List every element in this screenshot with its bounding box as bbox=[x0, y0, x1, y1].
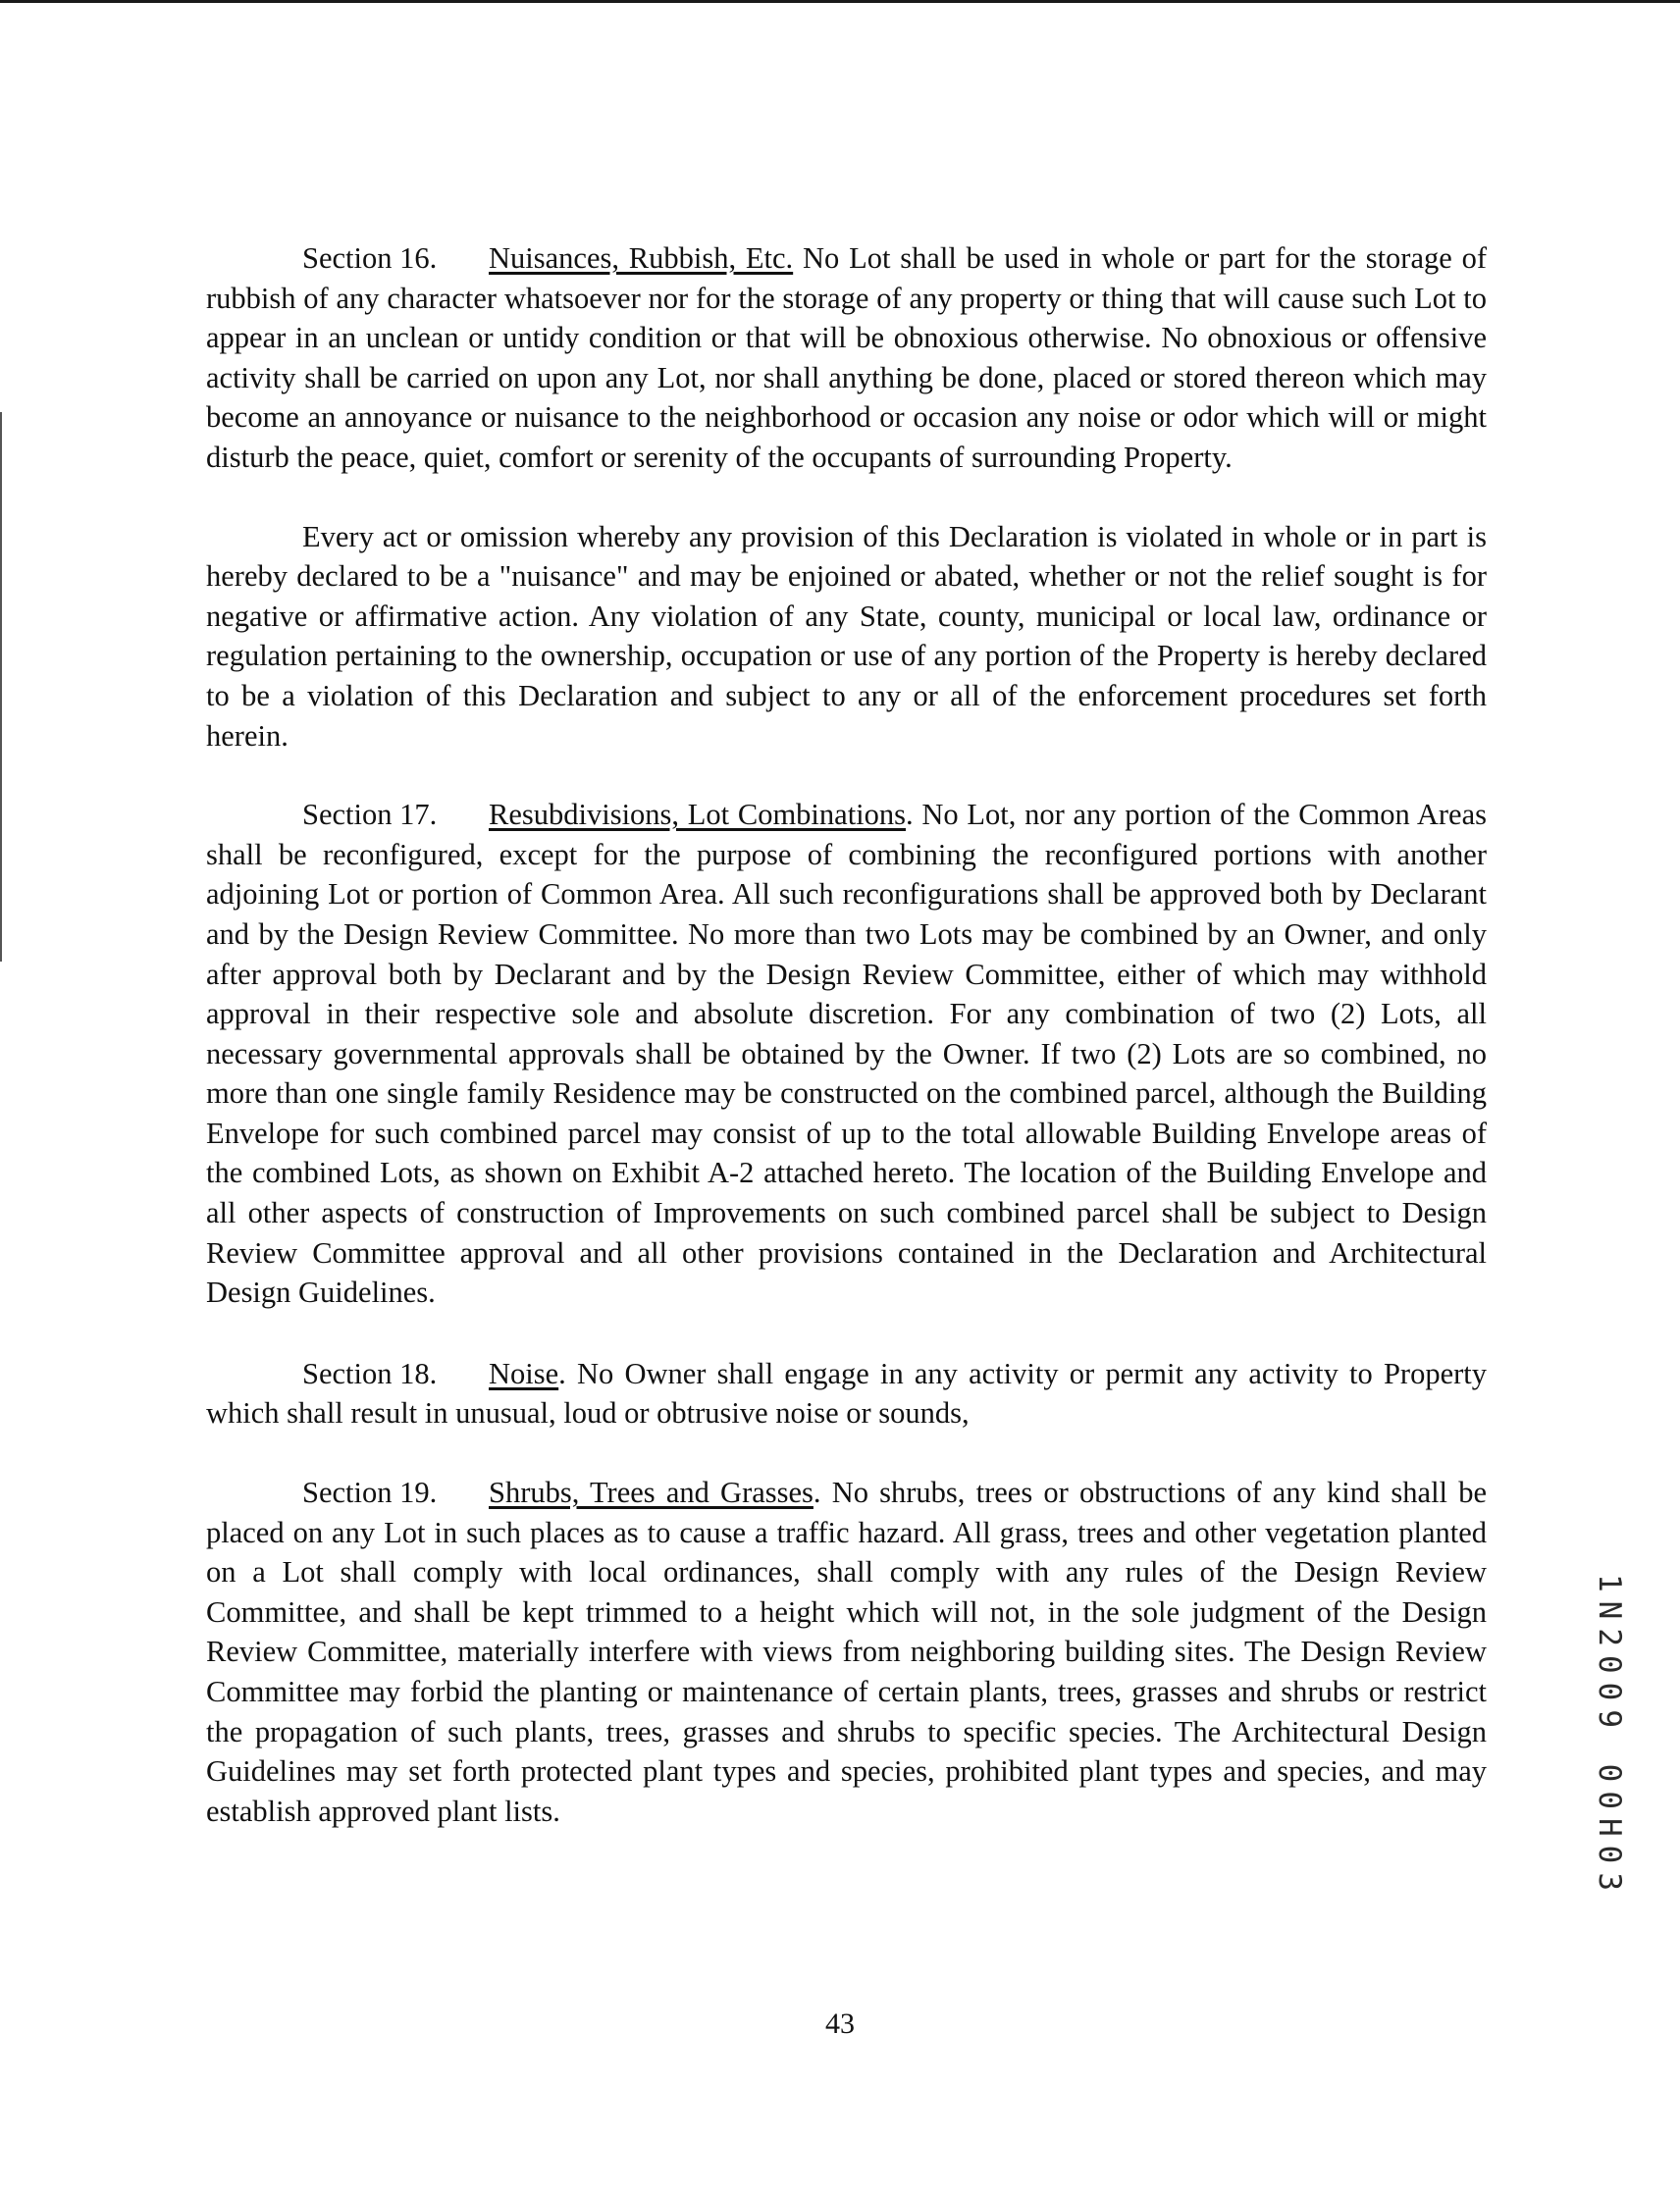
document-id-stamp-text: 1N2009 00H03 bbox=[1592, 1574, 1627, 1900]
section-19-text: . No shrubs, trees or obstructions of any kind shall be placed on any Lot in such places as to cause a traffic hazard. All grass, trees and other vegetation planted on a Lot shall comply with local ordinances, shall comply with any rules of the Design Review Committee, and shall be kept trimmed to a height which will not, in the sole judgment of the Design Review Committee, materially interfere with views from neighboring building sites. The Design Review Committee may forbid the planting or maintenance of certain plants, trees, grasses and shrubs or restrict the propagation of such plants, trees, grasses and shrubs to specific species. The Architectural Design Guidelines may set forth protected plant types and species, prohibited plant types and species, and may establish approved plant lists. bbox=[206, 1476, 1487, 1828]
section-18-label: Section 18. bbox=[302, 1356, 438, 1390]
section-17-text: . No Lot, nor any portion of the Common Areas shall be reconfigured, except for the purpose of combining the reconfigured portions with another adjoining Lot or portion of Common Area. All such reconfigurations shall be approved both by Declarant and by the Design Review Committee. No more than two Lots may be combined by an Owner, and only after approval both by Declarant and by the Design Review Committee, either of which may withhold approval in their respective sole and absolute discretion. For any combination of two (2) Lots, all necessary governmental approvals shall be obtained by the Owner. If two (2) Lots are so combined, no more than one single family Residence may be constructed on the combined parcel, although the Building Envelope for such combined parcel may consist of up to the total allowable Building Envelope areas of the combined Lots, as shown on Exhibit A-2 attached hereto. The location of the Building Envelope and all other aspects of construction of Improvements on such combined parcel shall be subject to Design Review Committee approval and all other provisions contained in the Declaration and Architectural Design Guidelines. bbox=[206, 798, 1487, 1310]
section-19-heading: Shrubs, Trees and Grasses bbox=[489, 1476, 814, 1510]
document-id-stamp bbox=[1585, 1574, 1634, 1900]
section-16-heading: Nuisances, Rubbish, Etc. bbox=[489, 241, 794, 275]
section-17-paragraph bbox=[206, 795, 1487, 1313]
page-number: 43 bbox=[825, 2008, 855, 2040]
nuisance-declaration-paragraph bbox=[206, 517, 1487, 756]
section-18-paragraph bbox=[206, 1354, 1487, 1434]
nuisance-declaration-text: Every act or omission whereby any provision of this Declaration is violated in whole or in part is hereby declared to be a "nuisance" and may be enjoined or abated, whether or not the relief sought is for negative or affirmative action. Any violation of any State, county, municipal or local law, ordinance or regulation pertaining to the ownership, occupation or use of any portion of the Property is hereby declared to be a violation of this Declaration and subject to any or all of the enforcement procedures set forth herein. bbox=[206, 519, 1487, 753]
section-16-paragraph bbox=[206, 238, 1487, 478]
section-16-text: No Lot shall be used in whole or part for the storage of rubbish of any character whatsoever nor for the storage of any property or thing that will cause such Lot to appear in an unclean or untidy condition or that will be obnoxious otherwise. No obnoxious or offensive activity shall be carried on upon any Lot, nor shall anything be done, placed or stored thereon which may become an annoyance or nuisance to the neighborhood or occasion any noise or odor which will or might disturb the peace, quiet, comfort or serenity of the occupants of surrounding Property. bbox=[206, 241, 1487, 474]
section-16-label: Section 16. bbox=[302, 241, 438, 275]
scan-top-edge bbox=[0, 0, 1680, 3]
section-17-heading: Resubdivisions, Lot Combinations bbox=[489, 798, 907, 832]
section-18-text: . No Owner shall engage in any activity or permit any activity to Property which shall result in unusual, loud or obtrusive noise or sounds, bbox=[206, 1356, 1487, 1431]
section-19-label: Section 19. bbox=[302, 1476, 438, 1510]
section-17-label: Section 17. bbox=[302, 798, 438, 832]
section-18-heading: Noise bbox=[489, 1356, 559, 1390]
page-body bbox=[206, 238, 1487, 1831]
section-19-paragraph bbox=[206, 1473, 1487, 1831]
scan-left-edge bbox=[0, 412, 2, 962]
